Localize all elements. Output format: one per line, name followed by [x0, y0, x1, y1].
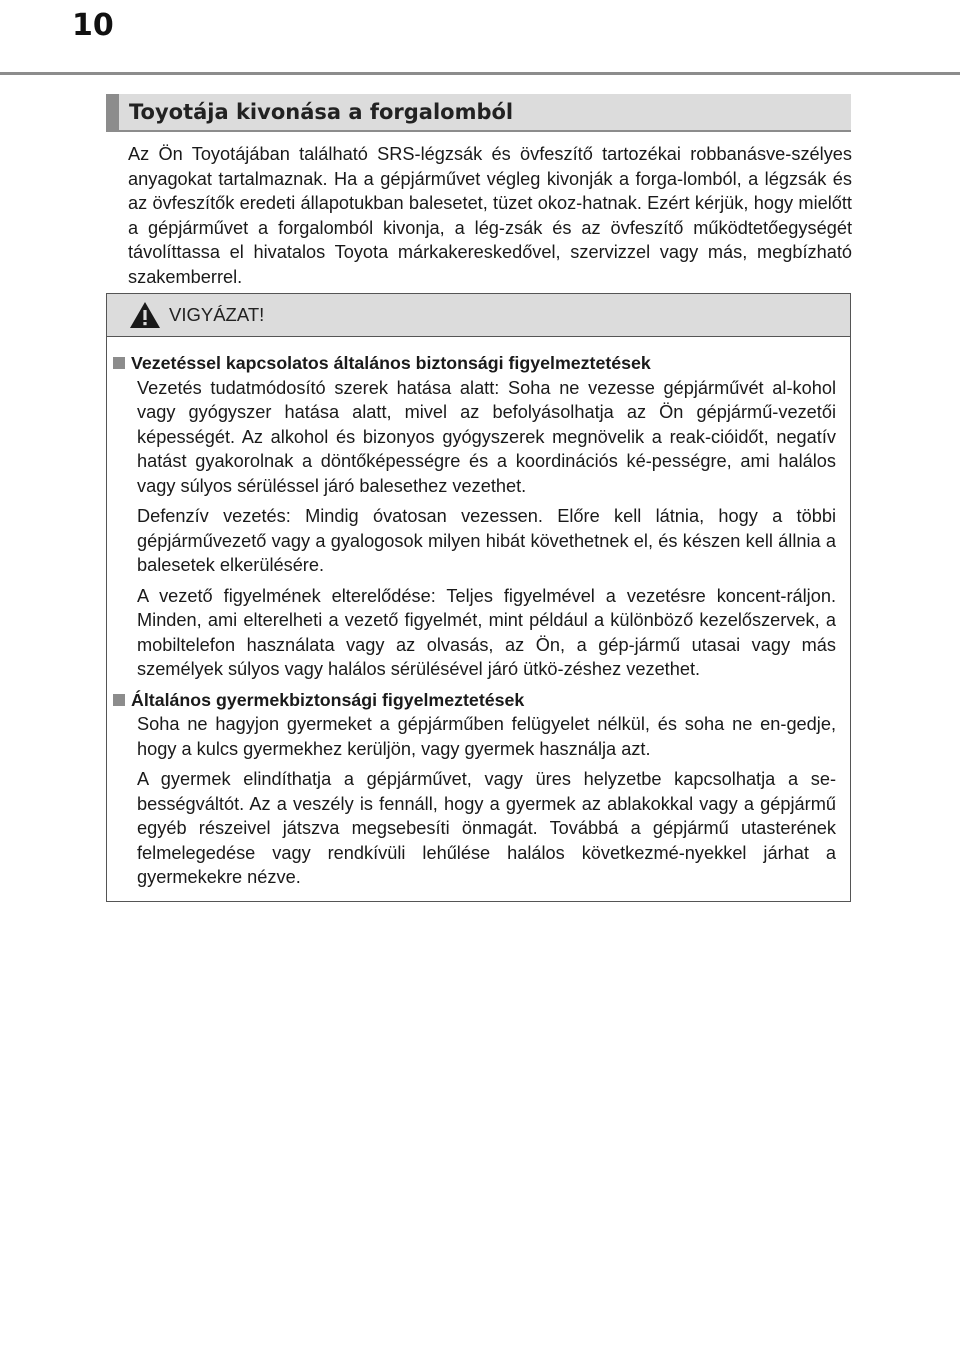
caution-paragraph: Defenzív vezetés: Mindig óvatosan vezessen. Előre kell látnia, hogy a többi gépjárművezető vagy a gyalogosok milyen hibát követhetnek el, és készen kell állnia a balesetek elkerülésére.: [137, 506, 836, 575]
caution-heading-child-safety: [113, 688, 836, 713]
section-header: [106, 94, 851, 132]
caution-paragraph: Vezetés tudatmódosító szerek hatása alatt: Soha ne vezesse gépjárművét al-kohol vagy gyógyszer hatása alatt, mivel az befolyásolhatja az Ön gépjármű-vezetői képességét. Az alkohol és bizonyos gyógyszerek megnövelik a reak-cióidőt, negatív hatást gyakorolnak a döntőképességre és a koordinációs ké-pességre, ami halálos vagy súlyos sérüléssel járó balesethez vezethet.: [137, 377, 836, 496]
section-title: Toyotája kivonása a forgalomból: [129, 100, 514, 124]
caution-heading-driving: [113, 351, 836, 376]
caution-box: [106, 293, 851, 902]
intro-paragraph: Az Ön Toyotájában található SRS-légzsák és övfeszítő tartozékai robbanásve-szélyes anyagokat tartalmaznak. Ha a gépjárművet végleg kivonják a forga-lomból, a légzsák és az övfeszítők eredeti állapotukban balesetet, tüzet okoz-hatnak. Ezért kérjük, hogy mielőtt a gépjárművet a forgalomból kivonja, a lég-zsák és az övfeszítő működtetőegységét távolíttassa el hivatalos Toyota márkakereskedővel, szervizzel vagy más, megbízható szakemberrel.: [128, 144, 852, 287]
section-header-bar: [106, 94, 119, 130]
caution-paragraph: A vezető figyelmének elterelődése: Teljes figyelmével a vezetésre koncent-ráljon. Minden, ami elterelheti a vezető figyelmét, mint például a különböző kezelőszervek, a mobiltelefon használata vagy az olvasás, az Ön, a gép-jármű utasai vagy más személyek súlyos vagy halálos sérülésével járó ütkö-zéshez vezethet.: [137, 585, 836, 679]
caution-heading-text: Általános gyermekbiztonsági figyelmeztetések: [131, 689, 525, 710]
square-bullet-icon: [113, 694, 125, 706]
square-bullet-icon: [113, 357, 125, 369]
caution-paragraph: A gyermek elindíthatja a gépjárművet, vagy üres helyzetbe kapcsolhatja a se-bességváltót. Az a veszély is fennáll, hogy a gyermek az ablakokkal vagy a gépjármű egyéb részeivel játszva megsebesíti önmagát. Továbbá a gépjármű utasterének felmelegedése vagy rendkívüli lehűlése halálos következmé-nyekkel járhat a gyermekekre nézve.: [137, 769, 836, 887]
caution-header: [107, 294, 850, 337]
caution-heading-text: Vezetéssel kapcsolatos általános biztonsági figyelmeztetések: [131, 353, 651, 373]
top-rule: [0, 72, 960, 75]
warning-triangle-icon: [129, 300, 161, 330]
caution-title: VIGYÁZAT!: [169, 304, 265, 325]
caution-body: [107, 337, 850, 890]
page-number: 10: [72, 8, 114, 43]
caution-paragraph: Soha ne hagyjon gyermeket a gépjárműben felügyelet nélkül, és soha ne en-gedje, hogy a kulcs gyermekhez kerüljön, vagy gyermek használja azt.: [137, 714, 836, 759]
